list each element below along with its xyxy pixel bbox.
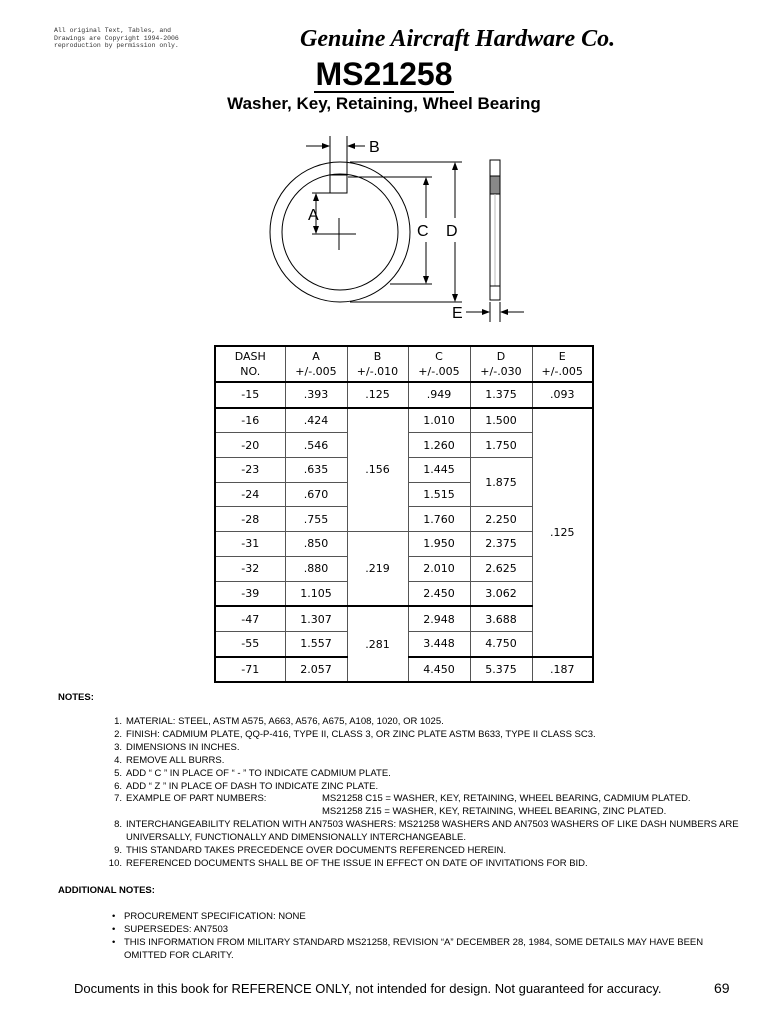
dim-label-a: A: [308, 207, 319, 224]
dim-label-c: C: [417, 223, 429, 240]
header-line: +/-.010: [356, 365, 399, 378]
note-item: [108, 819, 748, 845]
additional-note-item: • SUPERSEDES: AN7503: [112, 924, 732, 937]
cell-a: 1.307: [285, 606, 347, 631]
standard-number-text: MS21258: [315, 56, 453, 92]
cell-c: 2.010: [408, 556, 470, 581]
arrowhead: [452, 162, 458, 170]
note-item: [108, 742, 748, 755]
cell-c: 1.760: [408, 507, 470, 532]
cell-e: .125: [532, 408, 593, 657]
cell-c: 1.010: [408, 408, 470, 433]
table-row: [215, 382, 593, 408]
header-line: +/-.005: [418, 365, 460, 378]
note-text: DIMENSIONS IN INCHES.: [126, 741, 240, 753]
note-item: [108, 768, 748, 781]
arrowhead: [452, 294, 458, 302]
copyright-line: reproduction by permission only.: [54, 42, 179, 49]
note-item: [108, 781, 748, 794]
column-header-b: [347, 346, 408, 382]
cell-c: 2.948: [408, 606, 470, 631]
cell-dash: -55: [215, 631, 285, 656]
additional-note-item: • THIS INFORMATION FROM MILITARY STANDARD MS21258, REVISION “A” DECEMBER 28, 1984, SOME DETAILS MAY HAVE BEEN OMITTED FOR CLARITY.: [112, 937, 732, 963]
cell-c: 4.450: [408, 657, 470, 683]
cell-b: .219: [347, 532, 408, 607]
table-header-row: [215, 346, 593, 382]
copyright-line: All original Text, Tables, and: [54, 27, 172, 34]
cell-e: .187: [532, 657, 593, 683]
example-part-number: MS21258 C15 = WASHER, KEY, RETAINING, WHEEL BEARING, CADMIUM PLATED.: [322, 793, 691, 805]
header-line: C: [435, 350, 443, 363]
cell-d: 2.375: [470, 532, 532, 557]
header-line: B: [373, 350, 382, 363]
cell-d: 5.375: [470, 657, 532, 683]
notes-heading: NOTES:: [58, 692, 94, 703]
header-line: +/-.030: [480, 365, 522, 378]
header-line: E: [558, 350, 566, 363]
note-text: REFERENCED DOCUMENTS SHALL BE OF THE ISSUE IN EFFECT ON DATE OF INVITATIONS FOR BID.: [126, 857, 588, 869]
cell-c: 3.448: [408, 631, 470, 656]
note-text: ADD “ C ” IN PLACE OF “ - ” TO INDICATE CADMIUM PLATE.: [126, 767, 391, 779]
copyright-notice: [54, 27, 179, 50]
cell-dash: -15: [215, 382, 285, 408]
cell-e: .093: [532, 382, 593, 408]
cell-c: .949: [408, 382, 470, 408]
arrowhead: [313, 226, 319, 234]
dim-label-b: B: [369, 139, 380, 156]
arrowhead: [423, 276, 429, 284]
column-header-dash: [215, 346, 285, 382]
washer-key-tab: [330, 175, 347, 193]
header-line: DASH: [234, 350, 266, 363]
cell-a: .880: [285, 556, 347, 581]
note-item: [108, 845, 748, 858]
note-number: 8.: [114, 819, 122, 831]
side-view-tab: [490, 160, 500, 176]
cell-dash: -20: [215, 433, 285, 458]
dim-label-d: D: [446, 223, 458, 240]
note-item: [108, 729, 748, 742]
note-text: MATERIAL: STEEL, ASTM A575, A663, A576, A675, A108, 1020, OR 1025.: [126, 716, 444, 727]
note-number: 1.: [114, 716, 122, 727]
cell-d: 2.625: [470, 556, 532, 581]
note-text: REMOVE ALL BURRS.: [126, 754, 225, 766]
cell-a: .850: [285, 532, 347, 557]
cell-a: 2.057: [285, 657, 347, 683]
cell-d: 3.688: [470, 606, 532, 631]
copyright-line: Drawings are Copyright 1994-2006: [54, 34, 179, 42]
note-number: 5.: [114, 767, 122, 779]
table-row: [215, 408, 593, 433]
cell-a: .393: [285, 382, 347, 408]
page-number: 69: [714, 980, 730, 996]
footer-disclaimer: Documents in this book for REFERENCE ONLY, not intended for design. Not guaranteed for accuracy.: [74, 981, 662, 996]
note-text: ADD “ Z ” IN PLACE OF DASH TO INDICATE ZINC PLATE.: [126, 780, 379, 792]
cell-dash: -39: [215, 581, 285, 606]
note-item: [108, 716, 748, 729]
note-item: [108, 793, 748, 819]
dim-label-e: E: [452, 305, 463, 322]
note-number: 9.: [114, 845, 122, 857]
note-text: FINISH: CADMIUM PLATE, QQ-P-416, TYPE II, CLASS 3, OR ZINC PLATE ASTM B633, TYPE II CLASS SC3.: [126, 728, 596, 740]
cell-dash: -47: [215, 606, 285, 631]
note-text: THIS STANDARD TAKES PRECEDENCE OVER DOCUMENTS REFERENCED HEREIN.: [126, 845, 507, 857]
cell-b: .281: [347, 606, 408, 682]
cell-dash: -28: [215, 507, 285, 532]
header-line: A: [312, 350, 320, 363]
company-name: Genuine Aircraft Hardware Co.: [300, 26, 616, 52]
header-line: D: [496, 350, 506, 363]
cell-dash: -71: [215, 657, 285, 683]
note-number: 10.: [108, 857, 122, 869]
note-number: 7.: [114, 793, 122, 805]
cell-d: 1.750: [470, 433, 532, 458]
cell-d: 1.875: [470, 458, 532, 507]
cell-c: 1.445: [408, 458, 470, 483]
standard-number: [0, 56, 768, 93]
arrowhead: [322, 143, 330, 149]
cell-dash: -32: [215, 556, 285, 581]
note-number: 6.: [114, 780, 122, 792]
cell-d: 3.062: [470, 581, 532, 606]
notes-list: [108, 716, 748, 871]
cell-a: .424: [285, 408, 347, 433]
cell-d: 1.500: [470, 408, 532, 433]
note-text: EXAMPLE OF PART NUMBERS:: [126, 793, 267, 805]
note-text: INTERCHANGEABILITY RELATION WITH AN7503 WASHERS: MS21258 WASHERS AND AN7503 WASHERS OF LIKE DASH NUMBERS ARE UNIVERSALLY, FUNCTIONALLY AND DIMENSIONALLY INTERCHANGEABLE.: [126, 819, 739, 844]
cell-a: .670: [285, 482, 347, 507]
cell-c: 1.515: [408, 482, 470, 507]
note-number: 2.: [114, 728, 122, 740]
side-view-key: [490, 176, 500, 194]
cell-b: .125: [347, 382, 408, 408]
cell-a: 1.105: [285, 581, 347, 606]
header-line: +/-.005: [295, 365, 337, 378]
cell-c: 1.260: [408, 433, 470, 458]
dimension-table: [214, 345, 594, 683]
arrowhead: [500, 309, 508, 315]
cell-a: .755: [285, 507, 347, 532]
cell-c: 1.950: [408, 532, 470, 557]
example-part-number: MS21258 Z15 = WASHER, KEY, RETAINING, WHEEL BEARING, ZINC PLATED.: [322, 806, 667, 818]
arrowhead: [313, 193, 319, 201]
note-number: 3.: [114, 741, 122, 753]
cell-dash: -23: [215, 458, 285, 483]
arrowhead: [347, 143, 355, 149]
cell-dash: -24: [215, 482, 285, 507]
header-line: NO.: [240, 365, 261, 378]
cell-dash: -31: [215, 532, 285, 557]
cell-c: 2.450: [408, 581, 470, 606]
column-header-a: [285, 346, 347, 382]
cell-dash: -16: [215, 408, 285, 433]
additional-notes-heading: ADDITIONAL NOTES:: [58, 885, 155, 896]
column-header-d: [470, 346, 532, 382]
cell-a: .546: [285, 433, 347, 458]
note-number: 4.: [114, 754, 122, 766]
document-title: Washer, Key, Retaining, Wheel Bearing: [227, 94, 541, 113]
header-line: +/-.005: [541, 365, 583, 378]
note-item: [108, 755, 748, 768]
cell-b: .156: [347, 408, 408, 532]
cell-d: 2.250: [470, 507, 532, 532]
cell-a: .635: [285, 458, 347, 483]
cell-d: 1.375: [470, 382, 532, 408]
additional-notes-list: [112, 911, 732, 963]
cell-a: 1.557: [285, 631, 347, 656]
note-item: [108, 858, 748, 871]
cell-d: 4.750: [470, 631, 532, 656]
side-view-bottom: [490, 286, 500, 300]
column-header-e: [532, 346, 593, 382]
column-header-c: [408, 346, 470, 382]
arrowhead: [423, 177, 429, 185]
arrowhead: [482, 309, 490, 315]
washer-drawing: [250, 130, 540, 330]
additional-note-item: • PROCUREMENT SPECIFICATION: NONE: [112, 911, 732, 924]
